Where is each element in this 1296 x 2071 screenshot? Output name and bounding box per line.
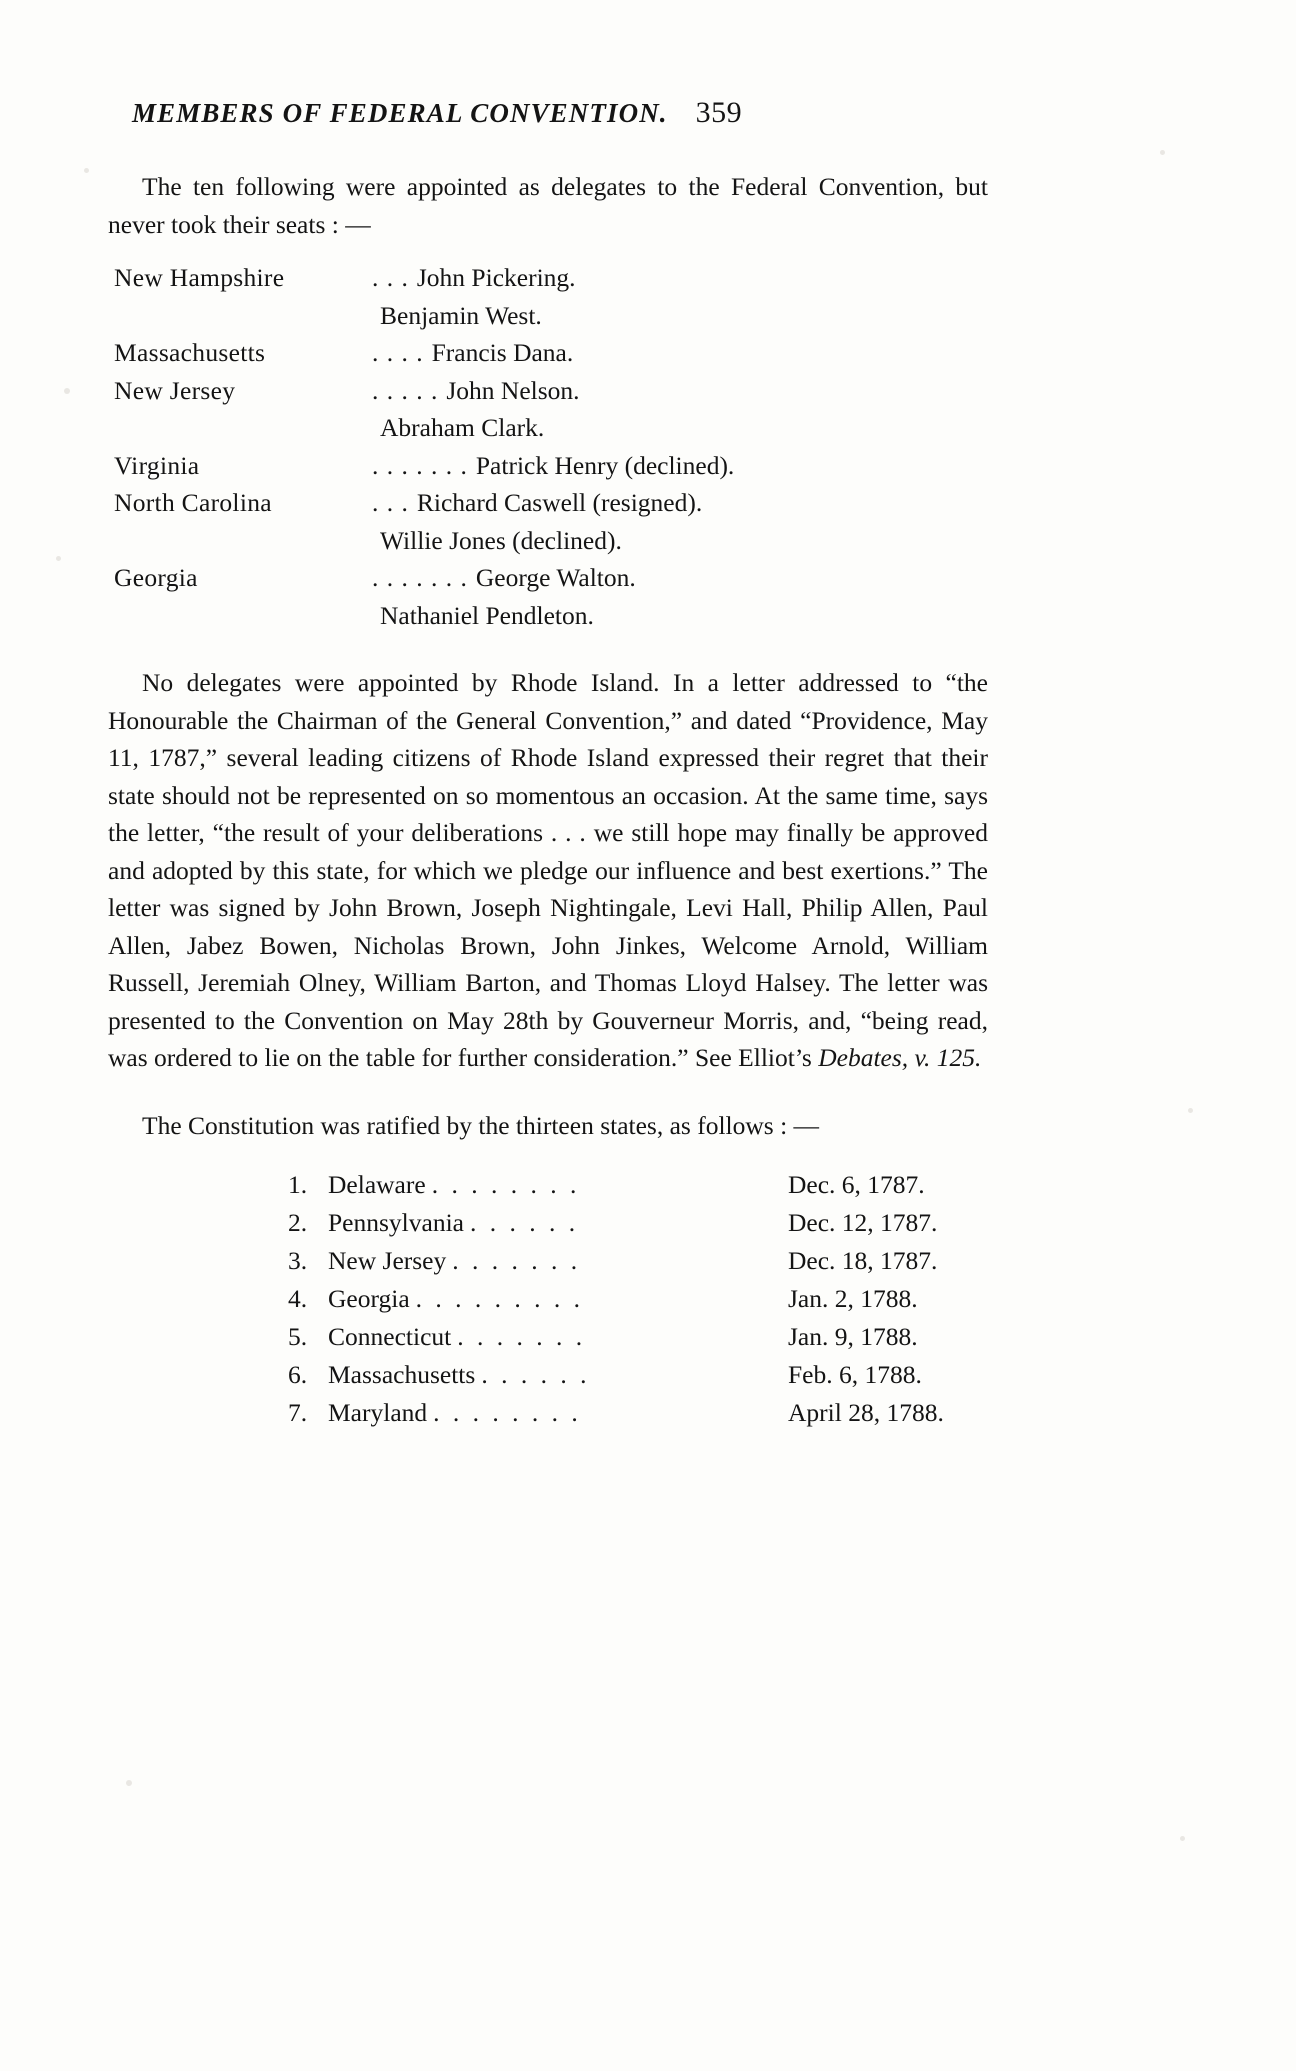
leader-dots: . . . . . . .: [452, 1246, 581, 1275]
ratification-intro-paragraph: The Constitution was ratified by the thirteen states, as follows : —: [142, 1110, 820, 1140]
ratification-number: 4.: [288, 1284, 308, 1313]
table-row: [288, 1166, 988, 1204]
table-row: [288, 1318, 988, 1356]
scan-speckle: [64, 388, 70, 394]
delegate-name: John Pickering.: [416, 263, 576, 292]
table-row: [288, 1394, 988, 1432]
delegate-name: George Walton.: [475, 563, 636, 592]
ratification-date: Feb. 6, 1788.: [788, 1360, 922, 1389]
delegate-state: Massachusetts: [114, 338, 266, 367]
list-item: [114, 447, 988, 485]
leader-dots: . . . . . . .: [457, 1322, 586, 1351]
scan-speckle: [1188, 1108, 1193, 1113]
ratification-date: Dec. 12, 1787.: [788, 1208, 938, 1237]
leader-dots: . . . . . . .: [372, 563, 468, 592]
ratification-state: Connecticut: [328, 1322, 452, 1351]
delegate-name: Abraham Clark.: [380, 413, 545, 442]
delegate-name: Willie Jones (declined).: [380, 525, 622, 555]
list-item: [114, 297, 988, 335]
list-item: [114, 259, 988, 297]
scan-speckle: [84, 168, 89, 173]
delegate-name: Richard Caswell (resigned).: [416, 488, 703, 517]
leader-dots: . . . . . .: [469, 1208, 579, 1237]
ratification-date: Dec. 18, 1787.: [788, 1246, 938, 1275]
delegate-name: John Nelson.: [446, 375, 580, 405]
leader-dots: . . . . . . . . .: [415, 1284, 584, 1313]
ratification-state: Maryland: [328, 1398, 428, 1427]
table-row: [288, 1356, 988, 1394]
delegate-name: Patrick Henry (declined).: [475, 450, 735, 480]
scan-speckle: [1180, 1836, 1185, 1841]
delegate-name: Benjamin West.: [380, 300, 542, 330]
ratification-state: New Jersey: [328, 1246, 447, 1275]
list-item: [114, 522, 988, 560]
paragraph-gap: [108, 1077, 988, 1107]
scan-speckle: [1160, 150, 1165, 155]
delegate-state: Virginia: [114, 450, 200, 480]
ratification-date: Dec. 6, 1787.: [788, 1170, 925, 1199]
running-head: [108, 96, 988, 130]
paragraph-gap: [108, 634, 988, 664]
ratification-list: [288, 1166, 988, 1432]
ratification-date: Jan. 9, 1788.: [788, 1322, 918, 1351]
running-head-title: MEMBERS OF FEDERAL CONVENTION.: [132, 98, 668, 128]
delegate-state: New Hampshire: [114, 263, 285, 292]
leader-dots: . . .: [372, 488, 409, 517]
scan-speckle: [126, 1780, 132, 1786]
ratification-number: 1.: [288, 1170, 308, 1199]
delegate-state: New Jersey: [114, 375, 236, 405]
ratification-state: Delaware: [328, 1170, 426, 1199]
ratification-number: 3.: [288, 1246, 308, 1275]
ratification-state: Massachusetts: [328, 1360, 476, 1389]
delegate-name: Francis Dana.: [431, 338, 574, 367]
list-item: [114, 372, 988, 410]
debates-citation-title: Debates,: [818, 1043, 909, 1072]
leader-dots: . . . . . . . .: [431, 1170, 580, 1199]
scan-speckle: [56, 556, 61, 561]
page-number: 359: [695, 96, 743, 129]
delegate-state: North Carolina: [114, 488, 272, 517]
list-item: [114, 484, 988, 522]
ratification-number: 7.: [288, 1398, 308, 1427]
leader-dots: . . . . . . .: [372, 450, 468, 480]
ratification-date: April 28, 1788.: [788, 1398, 944, 1427]
leader-dots: . . . . .: [372, 375, 439, 405]
rhode-island-paragraph: [108, 664, 988, 1077]
ratification-date: Jan. 2, 1788.: [788, 1284, 918, 1313]
table-row: [288, 1204, 988, 1242]
rhode-island-body: No delegates were appointed by Rhode Island. In a letter addressed to “the Honourable the Chairman of the General Convention,” and dated “Providence, May 11, 1787,” several leading citizens of Rhode Island expressed their regret that their state should not be represented on so momentous an occasion. At the same time, says the letter, “the result of your deliberations . . . we still hope may finally be approved and adopted by this state, for which we pledge our influence and best exertions.” The letter was signed by John Brown, Joseph Nightingale, Levi Hall, Philip Allen, Paul Allen, Jabez Bowen, Nicholas Brown, John Jinkes, Welcome Arnold, William Russell, Jeremiah Olney, William Barton, and Thomas Lloyd Halsey. The letter was presented to the Convention on May 28th by Gouverneur Morris, and, “being read, was ordered to lie on the table for further consideration.” See Elliot’s: [108, 668, 988, 1072]
page-content: [108, 96, 988, 1432]
leader-dots: . . . . . . . .: [433, 1398, 582, 1427]
ratification-state: Pennsylvania: [328, 1208, 464, 1237]
table-row: [288, 1242, 988, 1280]
ratification-state: Georgia: [328, 1284, 410, 1313]
debates-citation-volume: v. 125.: [908, 1043, 982, 1072]
list-item: [114, 334, 988, 372]
delegate-list: [114, 259, 988, 634]
intro-paragraph: The ten following were appointed as delegates to the Federal Convention, but never took their seats : —: [108, 172, 988, 239]
list-item: [114, 597, 988, 635]
delegate-name: Nathaniel Pendleton.: [380, 600, 594, 630]
list-item: [114, 409, 988, 447]
ratification-number: 6.: [288, 1360, 308, 1389]
list-item: [114, 559, 988, 597]
ratification-number: 5.: [288, 1322, 308, 1351]
leader-dots: . . . .: [372, 338, 424, 367]
table-row: [288, 1280, 988, 1318]
leader-dots: . . .: [372, 263, 409, 292]
leader-dots: . . . . . .: [481, 1360, 590, 1389]
ratification-number: 2.: [288, 1208, 308, 1237]
delegate-state: Georgia: [114, 563, 198, 592]
